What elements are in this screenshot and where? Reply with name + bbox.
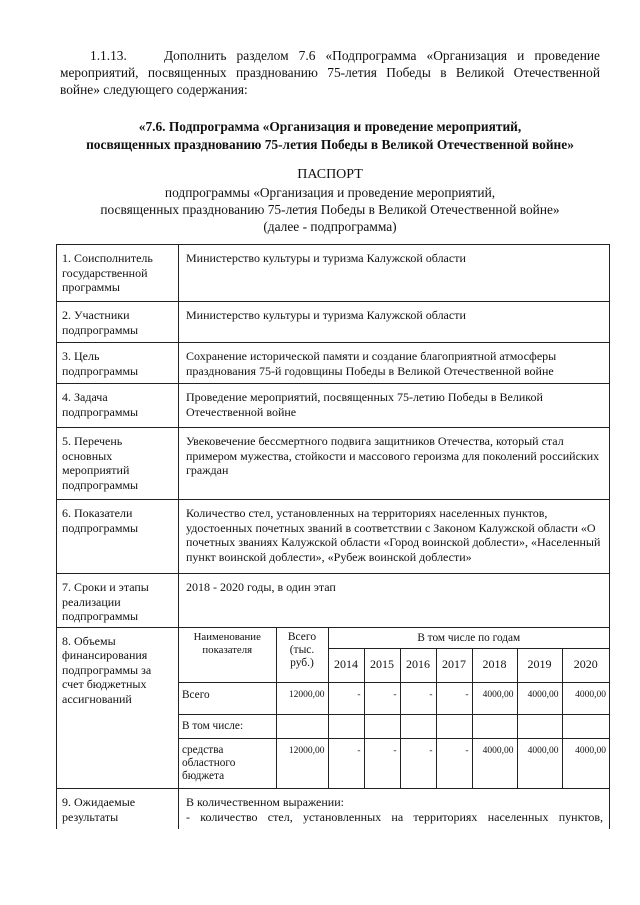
row-value: Проведение мероприятий, посвященных 75-летию Победы в Великой Отечественной войне [179,384,610,428]
col-header-total: Всего (тыс. руб.) [276,628,328,683]
table-row [57,343,610,384]
finance-row-name: средства областного бюджета [179,738,276,788]
col-header-name: Наименование показателя [179,628,276,683]
finance-total [276,714,328,738]
finance-total: 12000,00 [276,682,328,714]
passport-line-1: подпрограммы «Организация и проведение мероприятий, [164,185,496,200]
intro-text-rest: мероприятий, посвященных празднованию 75-летия Победы в Великой Отечественной войне» следующего содержания: [60,65,600,97]
results-cell [179,789,610,829]
year-header: 2018 [472,648,517,682]
finance-header-row [179,628,609,649]
finance-data-row [179,738,609,788]
finance-value [400,714,436,738]
intro-text-first: Дополнить разделом 7.6 «Подпрограмма «Организация и проведение [164,48,600,63]
finance-value: 4000,00 [517,738,562,788]
row-label: 4. Задача подпрограммы [57,384,179,428]
heading-line-2: посвященных празднованию 75-летия Победы в Великой Отечественной войне» [86,137,574,152]
finance-value: - [328,682,364,714]
row-value: Министерство культуры и туризма Калужской области [179,302,610,343]
finance-value: - [400,738,436,788]
finance-value: 4000,00 [562,738,609,788]
finance-value [436,714,472,738]
finance-row-name: Всего [179,682,276,714]
row-label: 3. Цель подпрограммы [57,343,179,384]
finance-value: 4000,00 [472,738,517,788]
heading-line-1: «7.6. Подпрограмма «Организация и проведение мероприятий, [138,119,522,134]
row-label: 1. Соисполнитель государственной программы [57,245,179,302]
row-label: 5. Перечень основных мероприятий подпрограммы [57,428,179,500]
finance-value: - [400,682,436,714]
finance-cell [179,627,610,789]
finance-value: - [436,738,472,788]
row-label: 9. Ожидаемые результаты [57,789,179,829]
finance-total: 12000,00 [276,738,328,788]
table-row [57,574,610,628]
finance-value [364,714,400,738]
year-header: 2019 [517,648,562,682]
table-row [57,428,610,500]
finance-data-row [179,682,609,714]
table-row [57,789,610,829]
table-row [57,500,610,574]
finance-table [179,628,609,789]
table-row [57,384,610,428]
year-header: 2015 [364,648,400,682]
item-number: 1.1.13. [90,48,127,63]
col-header-years: В том числе по годам [328,628,609,649]
year-header: 2016 [400,648,436,682]
finance-value [562,714,609,738]
table-row [57,245,610,302]
row-value: Министерство культуры и туризма Калужской области [179,245,610,302]
finance-value: 4000,00 [517,682,562,714]
results-line-1: В количественном выражении: [186,795,344,809]
finance-value: - [436,682,472,714]
row-value: Увековечение бессмертного подвига защитников Отечества, который стал примером мужества, стойкости и массового героизма для поколений российских граждан [179,428,610,500]
finance-row [57,627,610,789]
passport-line-2: посвященных празднованию 75-летия Победы в Великой Отечественной войне» [100,202,560,217]
row-value: Сохранение исторической памяти и создание благоприятной атмосферы празднования 75-й годовщины Победы в Великой Отечественной войне [179,343,610,384]
row-value: Количество стел, установленных на территориях населенных пунктов, удостоенных почетных званий в соответствии с Законом Калужской области «О почетных званиях Калужской области «Город воинской доблести», «Населенный пункт воинской доблести», «Рубеж воинской доблести» [179,500,610,574]
finance-label: 8. Объемы финансирования подпрограммы за счет бюджетных ассигнований [57,627,179,789]
row-label: 2. Участники подпрограммы [57,302,179,343]
passport-line-3: (далее - подпрограмма) [263,219,397,234]
passport-table [56,244,610,829]
row-label: 7. Сроки и этапы реализации подпрограммы [57,574,179,628]
table-row [57,302,610,343]
finance-value [517,714,562,738]
finance-value: - [364,682,400,714]
finance-value [472,714,517,738]
results-line-2: - количество стел, установленных на территориях населенных пунктов, [186,809,603,824]
finance-value: - [328,738,364,788]
row-label: 6. Показатели подпрограммы [57,500,179,574]
finance-value: 4000,00 [472,682,517,714]
year-header: 2017 [436,648,472,682]
year-header: 2020 [562,648,609,682]
passport-heading [60,166,600,235]
finance-data-row [179,714,609,738]
year-header: 2014 [328,648,364,682]
row-value: 2018 - 2020 годы, в один этап [179,574,610,628]
intro-paragraph [60,47,600,98]
finance-value: 4000,00 [562,682,609,714]
finance-row-name: В том числе: [179,714,276,738]
passport-title: ПАСПОРТ [297,167,363,182]
finance-value: - [364,738,400,788]
finance-value [328,714,364,738]
section-heading [60,118,600,154]
